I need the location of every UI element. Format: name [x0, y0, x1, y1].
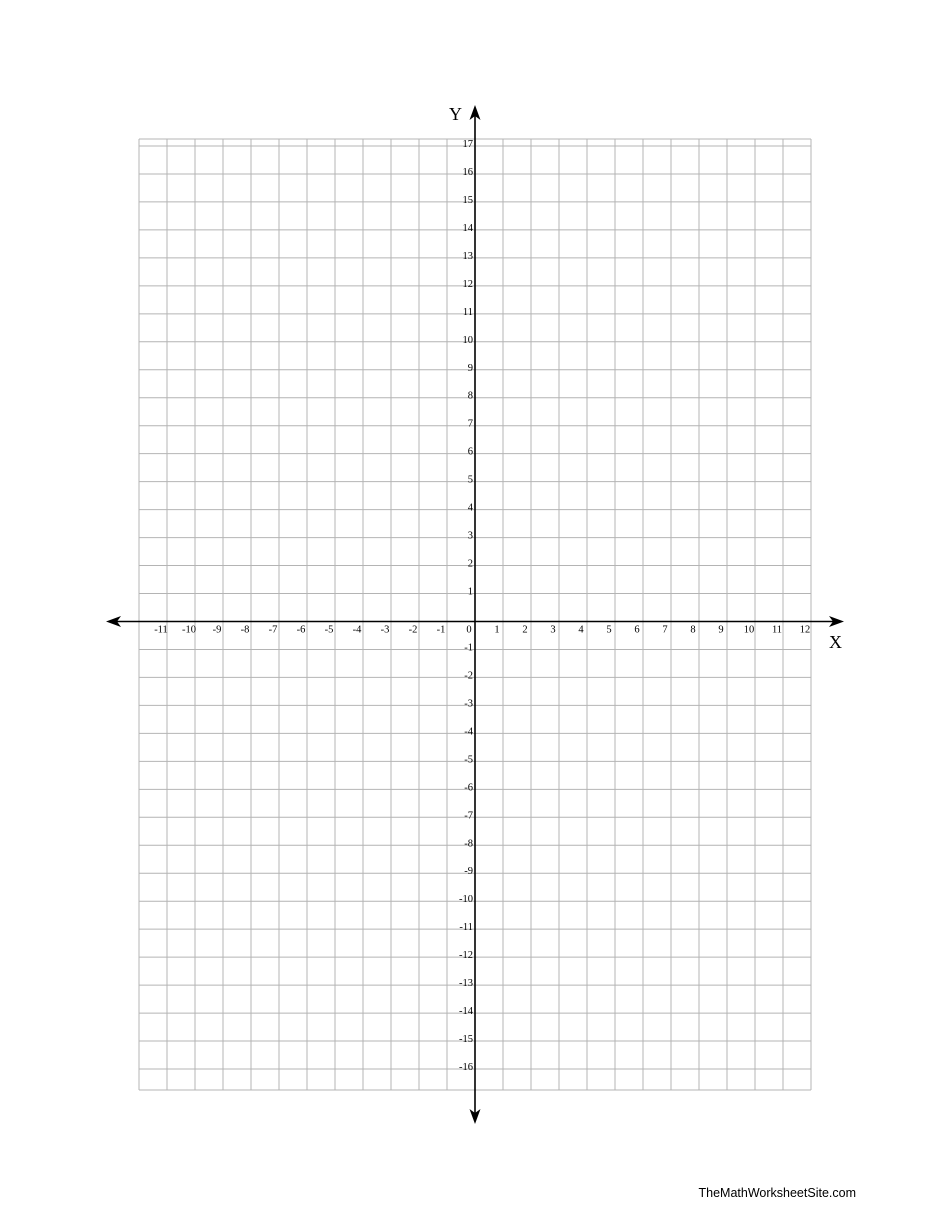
x-tick-label: 0	[466, 624, 472, 636]
x-tick-label: 3	[550, 624, 556, 636]
x-tick-label: 2	[522, 624, 528, 636]
x-tick-labels	[154, 624, 810, 635]
x-tick-label: -5	[324, 624, 334, 636]
x-tick-label: -8	[240, 624, 250, 636]
footer-site-credit: TheMathWorksheetSite.com	[698, 1186, 856, 1200]
y-tick-label: 10	[462, 334, 473, 346]
x-tick-label: -7	[268, 624, 278, 636]
x-tick-label: 12	[799, 624, 811, 636]
y-tick-label: -6	[464, 782, 473, 794]
y-tick-label: 2	[467, 558, 473, 570]
x-tick-label: -10	[182, 624, 196, 636]
y-tick-label: 12	[462, 278, 473, 290]
y-tick-labels	[459, 139, 474, 1073]
y-tick-label: 6	[467, 446, 473, 458]
y-tick-label: -1	[464, 642, 473, 654]
y-tick-label: 17	[462, 138, 473, 150]
x-tick-label: 6	[634, 624, 640, 636]
y-tick-label: -13	[459, 978, 473, 990]
y-tick-label: -14	[459, 1006, 473, 1018]
y-tick-label: -10	[459, 894, 473, 906]
y-tick-label: 7	[467, 418, 473, 430]
x-axis-label: X	[829, 632, 842, 652]
y-tick-label: -8	[464, 838, 473, 850]
x-tick-label: -2	[408, 624, 418, 636]
y-tick-label: 5	[467, 474, 473, 486]
x-tick-label: 10	[743, 624, 755, 636]
y-tick-label: 14	[462, 222, 473, 234]
y-tick-label: -4	[464, 726, 473, 738]
y-tick-label: 4	[467, 502, 473, 514]
y-tick-label: -2	[464, 670, 473, 682]
y-tick-label: 9	[467, 362, 473, 374]
x-tick-label: 5	[606, 624, 612, 636]
y-tick-label: 8	[467, 390, 473, 402]
x-tick-label: -3	[380, 624, 390, 636]
x-tick-label: 4	[578, 624, 584, 636]
y-tick-label: -3	[464, 698, 473, 710]
x-tick-label: -11	[154, 624, 168, 636]
y-tick-label: -5	[464, 754, 473, 766]
x-tick-label: -6	[296, 624, 306, 636]
y-tick-label: 1	[467, 586, 473, 598]
y-tick-label: -15	[459, 1034, 473, 1046]
x-tick-label: -4	[352, 624, 362, 636]
x-tick-label: -1	[436, 624, 446, 636]
y-tick-label: -16	[459, 1062, 473, 1074]
y-tick-label: -7	[464, 810, 473, 822]
y-tick-label: 3	[467, 530, 473, 542]
y-tick-label: -11	[459, 922, 473, 934]
y-tick-label: -12	[459, 950, 473, 962]
x-tick-label: 8	[690, 624, 696, 636]
y-tick-label: 11	[462, 306, 473, 318]
x-tick-label: 1	[494, 624, 500, 636]
x-tick-label: -9	[212, 624, 222, 636]
x-tick-label: 7	[662, 624, 668, 636]
y-tick-label: -9	[464, 866, 473, 878]
y-tick-label: 13	[462, 250, 473, 262]
y-axis-label: Y	[449, 104, 462, 124]
y-tick-label: 16	[462, 166, 473, 178]
x-tick-label: 11	[771, 624, 783, 636]
x-tick-label: 9	[718, 624, 724, 636]
y-tick-label: 15	[462, 194, 473, 206]
